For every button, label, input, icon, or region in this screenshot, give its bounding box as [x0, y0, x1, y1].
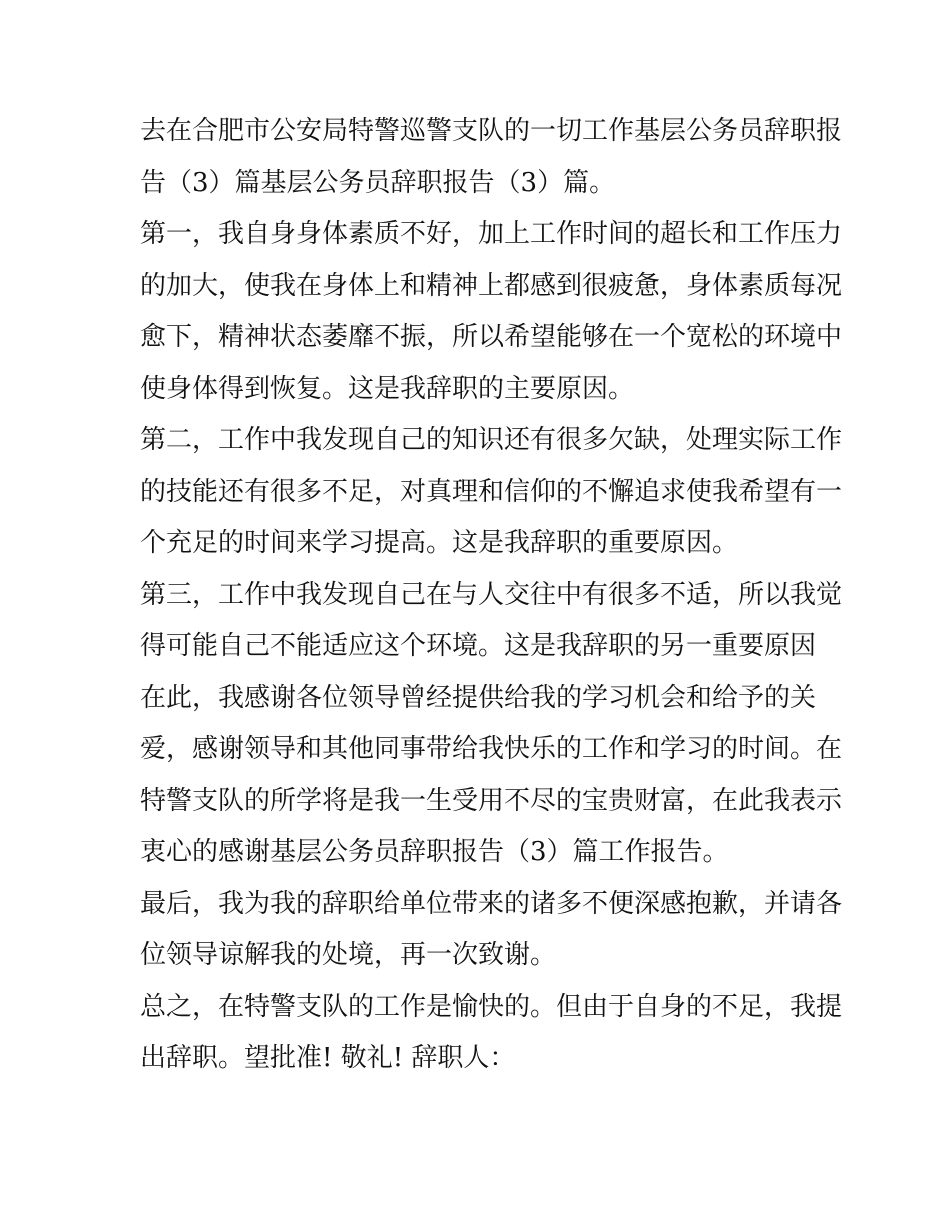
text-line: 总之，在特警支队的工作是愉快的。但由于自身的不足，我提	[140, 991, 843, 1022]
text-line: 得可能自己不能适应这个环境。这是我辞职的另一重要原因	[140, 631, 817, 661]
text-line: 愈下，精神状态萎靡不振，所以希望能够在一个宽松的环境中	[140, 322, 843, 352]
text-line: 出辞职。望批准! 敬礼! 辞职人：	[140, 1043, 516, 1073]
document-body	[140, 106, 843, 1085]
text-line: 位领导谅解我的处境，再一次致谢。	[140, 940, 557, 970]
text-line: 最后，我为我的辞职给单位带来的诸多不便深感抱歉，并请各	[140, 888, 843, 919]
text-line: 的加大，使我在身体上和精神上都感到很疲惫，身体素质每况	[140, 270, 843, 301]
text-line: 告（3）篇基层公务员辞职报告（3）篇。	[140, 167, 616, 198]
text-line: 衷心的感谢基层公务员辞职报告（3）篇工作报告。	[140, 837, 729, 867]
text-line: 第一，我自身身体素质不好，加上工作时间的超长和工作压力	[140, 219, 843, 249]
text-line: 特警支队的所学将是我一生受用不尽的宝贵财富，在此我表示	[140, 785, 843, 816]
text-line: 使身体得到恢复。这是我辞职的主要原因。	[140, 373, 635, 404]
text-line: 第二，工作中我发现自己的知识还有很多欠缺，处理实际工作	[140, 425, 843, 455]
text-line: 爱，感谢领导和其他同事带给我快乐的工作和学习的时间。在	[140, 734, 843, 764]
text-line: 在此，我感谢各位领导曾经提供给我的学习机会和给予的关	[140, 682, 817, 713]
text-line: 个充足的时间来学习提高。这是我辞职的重要原因。	[140, 528, 739, 558]
text-line: 去在合肥市公安局特警巡警支队的一切工作基层公务员辞职报	[140, 116, 843, 146]
text-line: 的技能还有很多不足，对真理和信仰的不懈追求使我希望有一	[140, 476, 843, 507]
text-line: 第三，工作中我发现自己在与人交往中有很多不适，所以我觉	[140, 579, 843, 610]
